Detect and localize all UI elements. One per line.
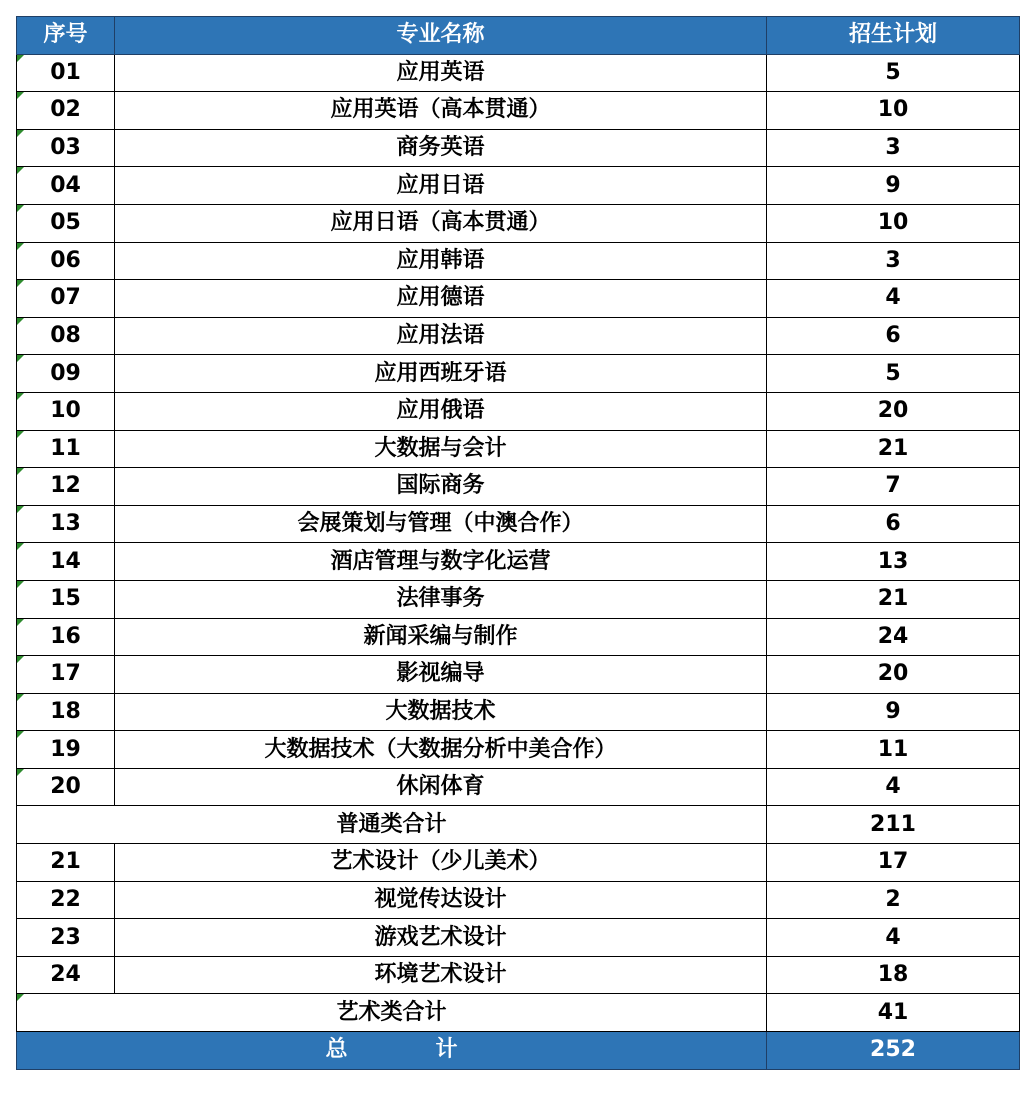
table-row bbox=[17, 881, 1020, 919]
row-major: 大数据技术 bbox=[115, 693, 767, 731]
row-major: 新闻采编与制作 bbox=[115, 618, 767, 656]
row-seq: 19 bbox=[17, 731, 115, 769]
row-major: 应用英语 bbox=[115, 54, 767, 92]
row-seq: 22 bbox=[17, 881, 115, 919]
row-seq: 23 bbox=[17, 919, 115, 957]
row-plan: 7 bbox=[767, 468, 1020, 506]
row-plan: 5 bbox=[767, 355, 1020, 393]
table-row bbox=[17, 204, 1020, 242]
row-major: 法律事务 bbox=[115, 580, 767, 618]
table-row bbox=[17, 618, 1020, 656]
row-plan: 4 bbox=[767, 768, 1020, 806]
table-row bbox=[17, 280, 1020, 318]
table-row bbox=[17, 505, 1020, 543]
table-row bbox=[17, 844, 1020, 882]
row-major: 大数据与会计 bbox=[115, 430, 767, 468]
row-major: 国际商务 bbox=[115, 468, 767, 506]
header-seq: 序号 bbox=[17, 17, 115, 55]
header-row bbox=[17, 17, 1020, 55]
row-major: 商务英语 bbox=[115, 129, 767, 167]
table-row bbox=[17, 768, 1020, 806]
row-seq: 20 bbox=[17, 768, 115, 806]
row-seq: 14 bbox=[17, 543, 115, 581]
row-major: 应用德语 bbox=[115, 280, 767, 318]
subtotal-general-plan: 211 bbox=[767, 806, 1020, 844]
subtotal-general-label: 普通类合计 bbox=[17, 806, 767, 844]
row-seq: 06 bbox=[17, 242, 115, 280]
table-row bbox=[17, 242, 1020, 280]
row-major: 大数据技术（大数据分析中美合作） bbox=[115, 731, 767, 769]
table-row bbox=[17, 392, 1020, 430]
row-plan: 10 bbox=[767, 92, 1020, 130]
row-seq: 17 bbox=[17, 656, 115, 694]
row-plan: 20 bbox=[767, 656, 1020, 694]
table-row bbox=[17, 580, 1020, 618]
table-row bbox=[17, 956, 1020, 994]
total-row bbox=[17, 1032, 1020, 1070]
row-seq: 03 bbox=[17, 129, 115, 167]
row-major: 会展策划与管理（中澳合作） bbox=[115, 505, 767, 543]
row-plan: 11 bbox=[767, 731, 1020, 769]
row-plan: 4 bbox=[767, 280, 1020, 318]
subtotal-art-row bbox=[17, 994, 1020, 1032]
row-plan: 9 bbox=[767, 693, 1020, 731]
subtotal-general-row bbox=[17, 806, 1020, 844]
row-plan: 24 bbox=[767, 618, 1020, 656]
row-plan: 9 bbox=[767, 167, 1020, 205]
row-plan: 2 bbox=[767, 881, 1020, 919]
enrollment-plan-table bbox=[16, 16, 1020, 1070]
row-seq: 16 bbox=[17, 618, 115, 656]
table-row bbox=[17, 54, 1020, 92]
row-plan: 17 bbox=[767, 844, 1020, 882]
row-major: 应用西班牙语 bbox=[115, 355, 767, 393]
row-seq: 04 bbox=[17, 167, 115, 205]
row-seq: 24 bbox=[17, 956, 115, 994]
table-row bbox=[17, 167, 1020, 205]
row-seq: 15 bbox=[17, 580, 115, 618]
table-row bbox=[17, 543, 1020, 581]
row-seq: 18 bbox=[17, 693, 115, 731]
row-plan: 20 bbox=[767, 392, 1020, 430]
row-major: 视觉传达设计 bbox=[115, 881, 767, 919]
table-row bbox=[17, 468, 1020, 506]
subtotal-art-plan: 41 bbox=[767, 994, 1020, 1032]
row-seq: 01 bbox=[17, 54, 115, 92]
table-row bbox=[17, 693, 1020, 731]
row-seq: 10 bbox=[17, 392, 115, 430]
row-plan: 5 bbox=[767, 54, 1020, 92]
row-plan: 18 bbox=[767, 956, 1020, 994]
row-major: 酒店管理与数字化运营 bbox=[115, 543, 767, 581]
row-major: 游戏艺术设计 bbox=[115, 919, 767, 957]
row-seq: 11 bbox=[17, 430, 115, 468]
row-major: 环境艺术设计 bbox=[115, 956, 767, 994]
table-row bbox=[17, 430, 1020, 468]
row-plan: 6 bbox=[767, 317, 1020, 355]
row-plan: 3 bbox=[767, 129, 1020, 167]
row-major: 应用英语（高本贯通） bbox=[115, 92, 767, 130]
row-plan: 13 bbox=[767, 543, 1020, 581]
table-body bbox=[17, 54, 1020, 1069]
table-row bbox=[17, 919, 1020, 957]
row-plan: 10 bbox=[767, 204, 1020, 242]
row-major: 影视编导 bbox=[115, 656, 767, 694]
header-plan: 招生计划 bbox=[767, 17, 1020, 55]
row-plan: 6 bbox=[767, 505, 1020, 543]
row-seq: 12 bbox=[17, 468, 115, 506]
row-major: 应用日语（高本贯通） bbox=[115, 204, 767, 242]
row-plan: 3 bbox=[767, 242, 1020, 280]
row-major: 艺术设计（少儿美术） bbox=[115, 844, 767, 882]
table-row bbox=[17, 129, 1020, 167]
row-major: 应用法语 bbox=[115, 317, 767, 355]
table-row bbox=[17, 656, 1020, 694]
row-seq: 05 bbox=[17, 204, 115, 242]
row-seq: 08 bbox=[17, 317, 115, 355]
table-row bbox=[17, 355, 1020, 393]
row-seq: 02 bbox=[17, 92, 115, 130]
row-plan: 21 bbox=[767, 430, 1020, 468]
total-plan: 252 bbox=[767, 1032, 1020, 1070]
row-plan: 21 bbox=[767, 580, 1020, 618]
table-row bbox=[17, 317, 1020, 355]
table-row bbox=[17, 731, 1020, 769]
row-seq: 09 bbox=[17, 355, 115, 393]
row-major: 应用俄语 bbox=[115, 392, 767, 430]
total-label: 总 计 bbox=[17, 1032, 767, 1070]
subtotal-art-label: 艺术类合计 bbox=[17, 994, 767, 1032]
row-major: 休闲体育 bbox=[115, 768, 767, 806]
row-seq: 07 bbox=[17, 280, 115, 318]
row-seq: 13 bbox=[17, 505, 115, 543]
row-seq: 21 bbox=[17, 844, 115, 882]
row-major: 应用日语 bbox=[115, 167, 767, 205]
table-row bbox=[17, 92, 1020, 130]
header-major: 专业名称 bbox=[115, 17, 767, 55]
row-major: 应用韩语 bbox=[115, 242, 767, 280]
row-plan: 4 bbox=[767, 919, 1020, 957]
